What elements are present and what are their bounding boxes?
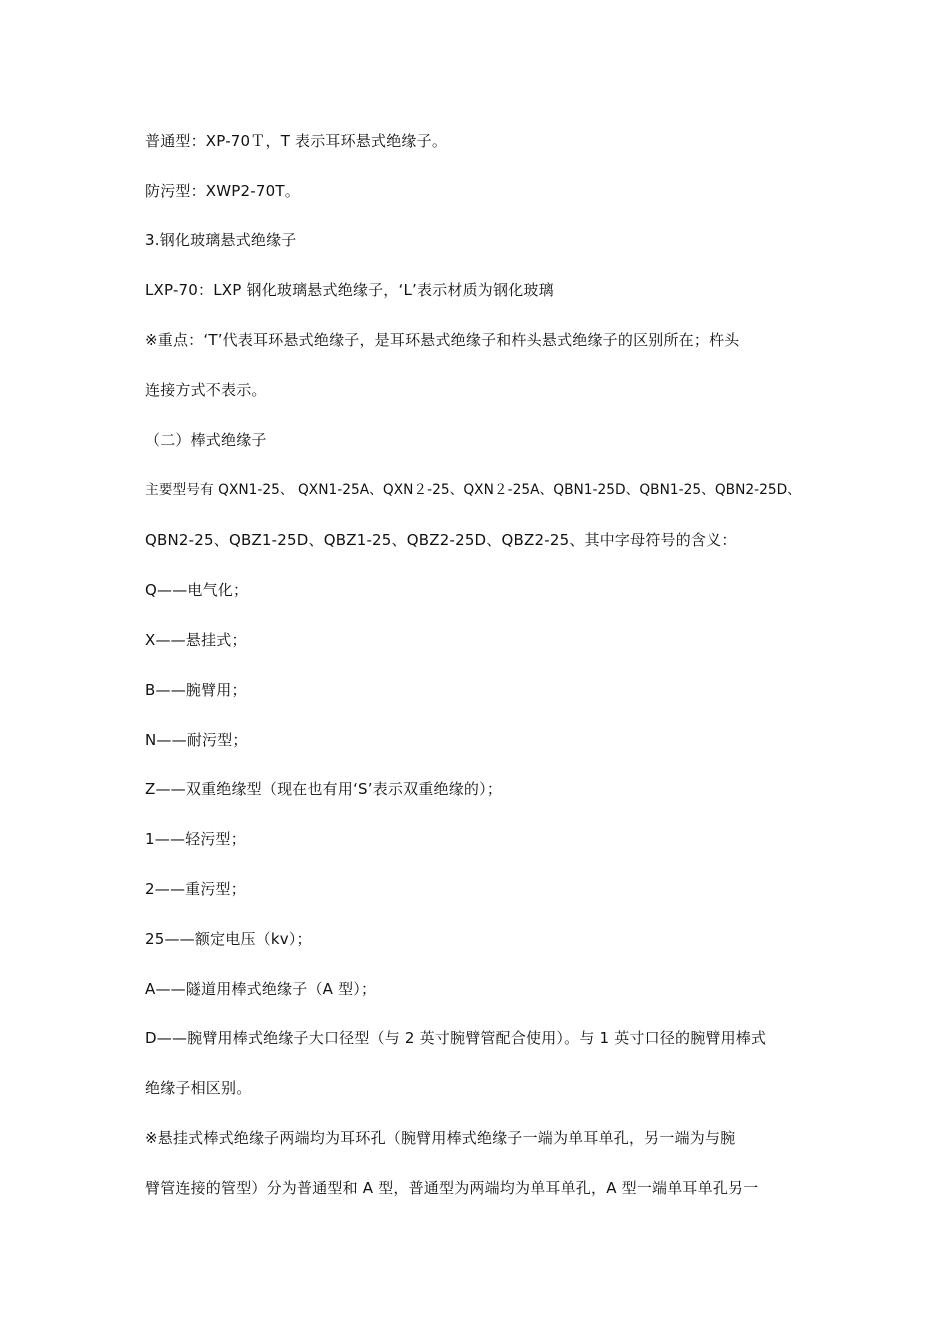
text-line: 连接方式不表示。 [145, 381, 267, 399]
definition-item: B——腕臂用； [145, 681, 247, 699]
section-heading: 3.钢化玻璃悬式绝缘子 [145, 231, 297, 249]
text-line: 臂管连接的管型）分为普通型和 A 型，普通型为两端均为单耳单孔，A 型一端单耳单孔另一 [145, 1179, 759, 1197]
text-line: ※悬挂式棒式绝缘子两端均为耳环孔（腕臂用棒式绝缘子一端为单耳单孔，另一端为与腕 [145, 1129, 736, 1147]
definition-item: 2——重污型； [145, 880, 246, 898]
text-line: 主要型号有 QXN1-25、 QXN1-25A、QXN２-25、QXN２-25A、QBN1-25D、QBN1-25、QBN2-25D、 [145, 482, 801, 498]
text-line: 绝缘子相区别。 [145, 1079, 252, 1097]
text-line: QBN2-25、QBZ1-25D、QBZ1-25、QBZ2-25D、QBZ2-25、其中字母符号的含义： [145, 531, 737, 549]
definition-item: 1——轻污型； [145, 830, 246, 848]
definition-item: N——耐污型； [145, 731, 248, 749]
definition-item: Q——电气化； [145, 581, 249, 599]
text-line: 防污型：XWP2-70T。 [145, 182, 300, 200]
text-line: 普通型：XP-70Ｔ，T 表示耳环悬式绝缘子。 [145, 132, 448, 150]
text-line: LXP-70：LXP 钢化玻璃悬式绝缘子，‘L’表示材质为钢化玻璃 [145, 281, 554, 299]
definition-item: 25——额定电压（kv）； [145, 930, 312, 948]
definition-item: X——悬挂式； [145, 631, 247, 649]
definition-item: Z——双重绝缘型（现在也有用‘S’表示双重绝缘的）； [145, 780, 503, 798]
section-heading: （二）棒式绝缘子 [145, 431, 267, 449]
definition-item: A——隧道用棒式绝缘子（A 型）； [145, 980, 377, 998]
text-line: ※重点：‘T’代表耳环悬式绝缘子，是耳环悬式绝缘子和杵头悬式绝缘子的区别所在；杵头 [145, 331, 740, 349]
definition-item: D——腕臂用棒式绝缘子大口径型（与 2 英寸腕臂管配合使用）。与 1 英寸口径的腕臂用棒式 [145, 1029, 767, 1047]
